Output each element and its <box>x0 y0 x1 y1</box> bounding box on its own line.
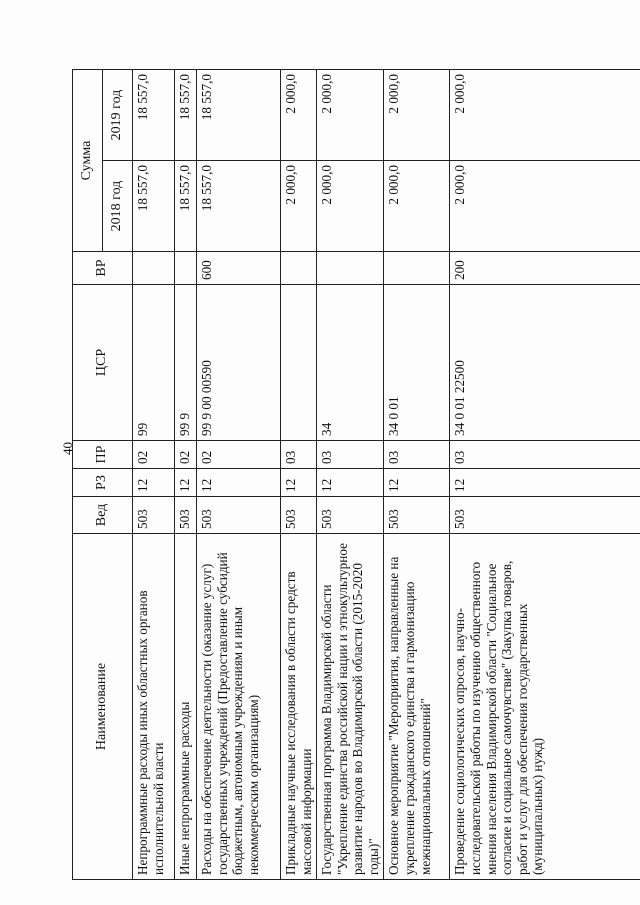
cell-ved: 503 <box>384 497 450 534</box>
table-row <box>281 70 317 880</box>
cell-csr <box>281 285 317 441</box>
cell-csr: 34 <box>317 285 384 441</box>
table-row <box>384 70 450 880</box>
cell-pr: 02 <box>133 441 175 469</box>
cell-rz: 12 <box>281 469 317 497</box>
cell-rz: 12 <box>133 469 175 497</box>
cell-csr: 34 0 01 <box>384 285 450 441</box>
header-rz: РЗ <box>73 469 133 497</box>
budget-table <box>72 69 640 880</box>
cell-pr: 03 <box>384 441 450 469</box>
table-row <box>450 70 640 880</box>
header-name: Наименование <box>73 534 133 880</box>
header-pr: ПР <box>73 441 133 469</box>
cell-2019: 18 557,0 <box>133 70 175 161</box>
cell-vr <box>317 252 384 285</box>
header-sum: Сумма <box>73 70 103 252</box>
table-row <box>175 70 197 880</box>
cell-2019: 2 000,0 <box>450 70 640 161</box>
cell-rz: 12 <box>175 469 197 497</box>
cell-name: Прикладные научные исследования в области средств массовой информации <box>281 534 317 880</box>
cell-rz: 12 <box>450 469 640 497</box>
cell-vr <box>175 252 197 285</box>
cell-vr <box>281 252 317 285</box>
cell-vr: 200 <box>450 252 640 285</box>
cell-2018: 18 557,0 <box>197 161 281 252</box>
cell-csr: 99 9 00 00590 <box>197 285 281 441</box>
cell-2018: 2 000,0 <box>317 161 384 252</box>
cell-ved: 503 <box>133 497 175 534</box>
cell-ved: 503 <box>175 497 197 534</box>
cell-pr: 02 <box>197 441 281 469</box>
table-row <box>197 70 281 880</box>
cell-ved: 503 <box>450 497 640 534</box>
cell-csr: 99 <box>133 285 175 441</box>
cell-2018: 2 000,0 <box>384 161 450 252</box>
cell-rz: 12 <box>197 469 281 497</box>
cell-csr: 99 9 <box>175 285 197 441</box>
cell-name: Государственная программа Владимирской области "Укрепление единства российской нации и этнокультурное развитие народов во Владимирской области (2015-2020 годы)" <box>317 534 384 880</box>
cell-vr: 600 <box>197 252 281 285</box>
cell-2018: 2 000,0 <box>281 161 317 252</box>
cell-vr <box>384 252 450 285</box>
header-vr: ВР <box>73 252 133 285</box>
cell-name: Расходы на обеспечение деятельности (оказание услуг) государственных учреждений (Предоставление субсидий бюджетным, автономным учреждениям и иным некоммерческим организациям) <box>197 534 281 880</box>
cell-2018: 18 557,0 <box>175 161 197 252</box>
cell-2019: 18 557,0 <box>197 70 281 161</box>
cell-pr: 03 <box>317 441 384 469</box>
table-header <box>73 70 133 880</box>
cell-pr: 03 <box>450 441 640 469</box>
cell-ved: 503 <box>281 497 317 534</box>
cell-name: Иные непрограммные расходы <box>175 534 197 880</box>
header-ved: Вед <box>73 497 133 534</box>
header-2019: 2019 год <box>103 70 133 161</box>
cell-2019: 2 000,0 <box>384 70 450 161</box>
cell-csr: 34 0 01 22500 <box>450 285 640 441</box>
cell-2019: 2 000,0 <box>281 70 317 161</box>
cell-pr: 02 <box>175 441 197 469</box>
table-row <box>317 70 384 880</box>
header-2018: 2018 год <box>103 161 133 252</box>
cell-ved: 503 <box>317 497 384 534</box>
cell-pr: 03 <box>281 441 317 469</box>
cell-name: Проведение социологических опросов, научно-исследовательской работы по изучению общественного мнения населения Владимирской области "Социальное согласие и социальное самочувствие" (Закупка товаров, работ и услуг для обеспечения государственных (муниципальных) нужд) <box>450 534 640 880</box>
cell-rz: 12 <box>384 469 450 497</box>
cell-2018: 18 557,0 <box>133 161 175 252</box>
cell-2018: 2 000,0 <box>450 161 640 252</box>
page-number: 40 <box>60 442 75 455</box>
cell-ved: 503 <box>197 497 281 534</box>
cell-rz: 12 <box>317 469 384 497</box>
table-row <box>133 70 175 880</box>
budget-table-rotated <box>72 70 640 880</box>
cell-2019: 18 557,0 <box>175 70 197 161</box>
cell-2019: 2 000,0 <box>317 70 384 161</box>
cell-name: Основное мероприятие "Мероприятия, направленные на укрепление гражданского единства и гармонизацию межнациональных отношений" <box>384 534 450 880</box>
cell-vr <box>133 252 175 285</box>
header-csr: ЦСР <box>73 285 133 441</box>
cell-name: Непрограммные расходы иных областных органов исполнительной власти <box>133 534 175 880</box>
